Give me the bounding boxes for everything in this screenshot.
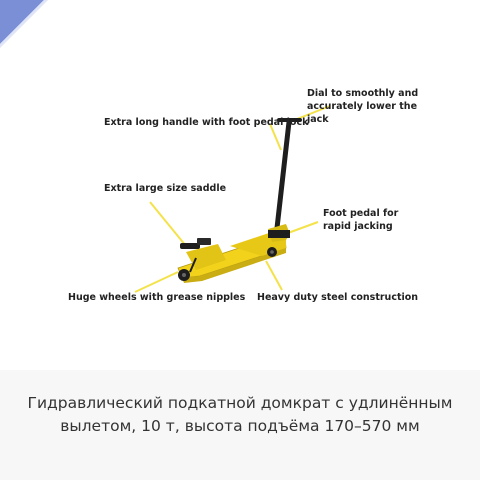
callout-line-pedal [288, 222, 318, 233]
callout-wheels: Huge wheels with grease nipples [68, 292, 246, 303]
product-title[interactable]: Гидравлический подкатной домкрат с удлинённым вылетом, 10 т, высота подъёма 170–570 мм [27, 394, 453, 435]
callout-line-saddle [150, 202, 186, 246]
callout-steel: Heavy duty steel construction [257, 292, 419, 303]
callout-saddle: Extra large size saddle [104, 183, 227, 194]
callout-line-steel [266, 261, 282, 290]
callout-line-wheels [135, 272, 178, 292]
callout-handle: Extra long handle with foot pedal lock [104, 117, 309, 128]
callout-pedal: Foot pedal for rapid jacking [323, 208, 399, 232]
callout-dial: Dial to smoothly and accurately lower the jack [307, 88, 419, 125]
jack-handle [277, 120, 300, 228]
